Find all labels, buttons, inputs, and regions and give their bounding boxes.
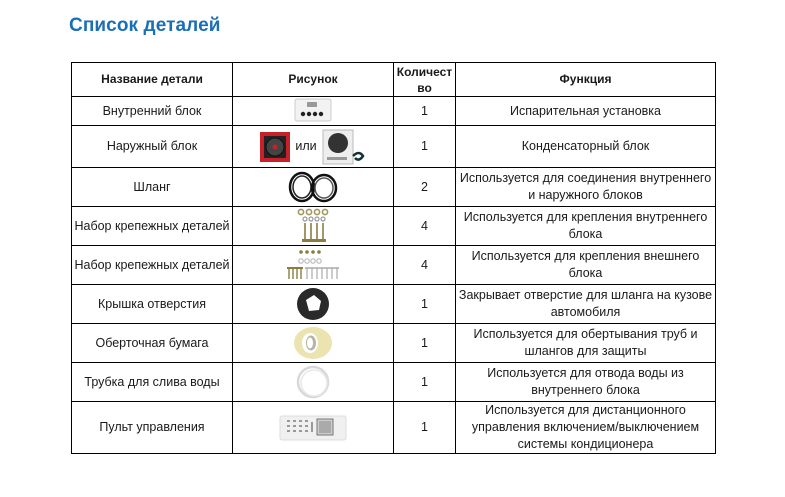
part-quantity: 1 <box>394 97 456 126</box>
wrapping-tape-image <box>235 325 391 361</box>
header-quantity-text: Количест во <box>396 64 453 95</box>
table-row <box>72 207 716 246</box>
part-function: Используется для соединения внутреннего и наружного блоков <box>456 168 716 207</box>
table-row <box>72 246 716 285</box>
table-row <box>72 402 716 454</box>
header-function: Функция <box>456 63 716 97</box>
indoor-fastener-kit-image <box>235 208 391 244</box>
outdoor-unit-white-image <box>321 128 367 166</box>
part-quantity: 1 <box>394 402 456 454</box>
header-picture: Рисунок <box>233 63 394 97</box>
header-name: Название детали <box>72 63 233 97</box>
table-row <box>72 97 716 126</box>
part-name: Крышка отверстия <box>72 285 233 324</box>
hole-cover-image <box>235 286 391 322</box>
table-row <box>72 285 716 324</box>
part-function: Используется для обертывания труб и шлангов для защиты <box>456 324 716 363</box>
drain-tube-image <box>235 364 391 400</box>
outdoor-fastener-kit-image <box>235 247 391 283</box>
part-quantity: 4 <box>394 246 456 285</box>
part-function: Используется для крепления внутреннего блока <box>456 207 716 246</box>
part-name: Пульт управления <box>72 402 233 454</box>
hose-image <box>235 169 391 205</box>
part-function: Используется для крепления внешнего блока <box>456 246 716 285</box>
table-row <box>72 168 716 207</box>
or-label: или <box>295 139 317 153</box>
part-function: Закрывает отверстие для шланга на кузове автомобиля <box>456 285 716 324</box>
part-function: Конденсаторный блок <box>456 126 716 168</box>
part-name: Набор крепежных деталей <box>72 246 233 285</box>
remote-control-image <box>235 414 391 442</box>
part-name: Наружный блок <box>72 126 233 168</box>
part-name: Трубка для слива воды <box>72 363 233 402</box>
table-row <box>72 126 716 168</box>
header-quantity <box>394 63 456 97</box>
part-quantity: 4 <box>394 207 456 246</box>
table-row <box>72 363 716 402</box>
part-quantity: 1 <box>394 363 456 402</box>
part-name: Набор крепежных деталей <box>72 207 233 246</box>
part-quantity: 1 <box>394 285 456 324</box>
indoor-unit-image <box>235 98 391 124</box>
page-title: Список деталей <box>69 15 221 36</box>
part-function: Используется для дистанционного управления включением/выключением системы кондиционера <box>456 402 716 454</box>
part-quantity: 1 <box>394 126 456 168</box>
part-quantity: 1 <box>394 324 456 363</box>
part-quantity: 2 <box>394 168 456 207</box>
part-name: Оберточная бумага <box>72 324 233 363</box>
part-name: Внутренний блок <box>72 97 233 126</box>
parts-list-table <box>71 62 716 454</box>
outdoor-unit-red-image <box>259 129 291 165</box>
table-row <box>72 324 716 363</box>
part-function: Испарительная установка <box>456 97 716 126</box>
part-name: Шланг <box>72 168 233 207</box>
table-header-row <box>72 63 716 97</box>
part-function: Используется для отвода воды из внутреннего блока <box>456 363 716 402</box>
